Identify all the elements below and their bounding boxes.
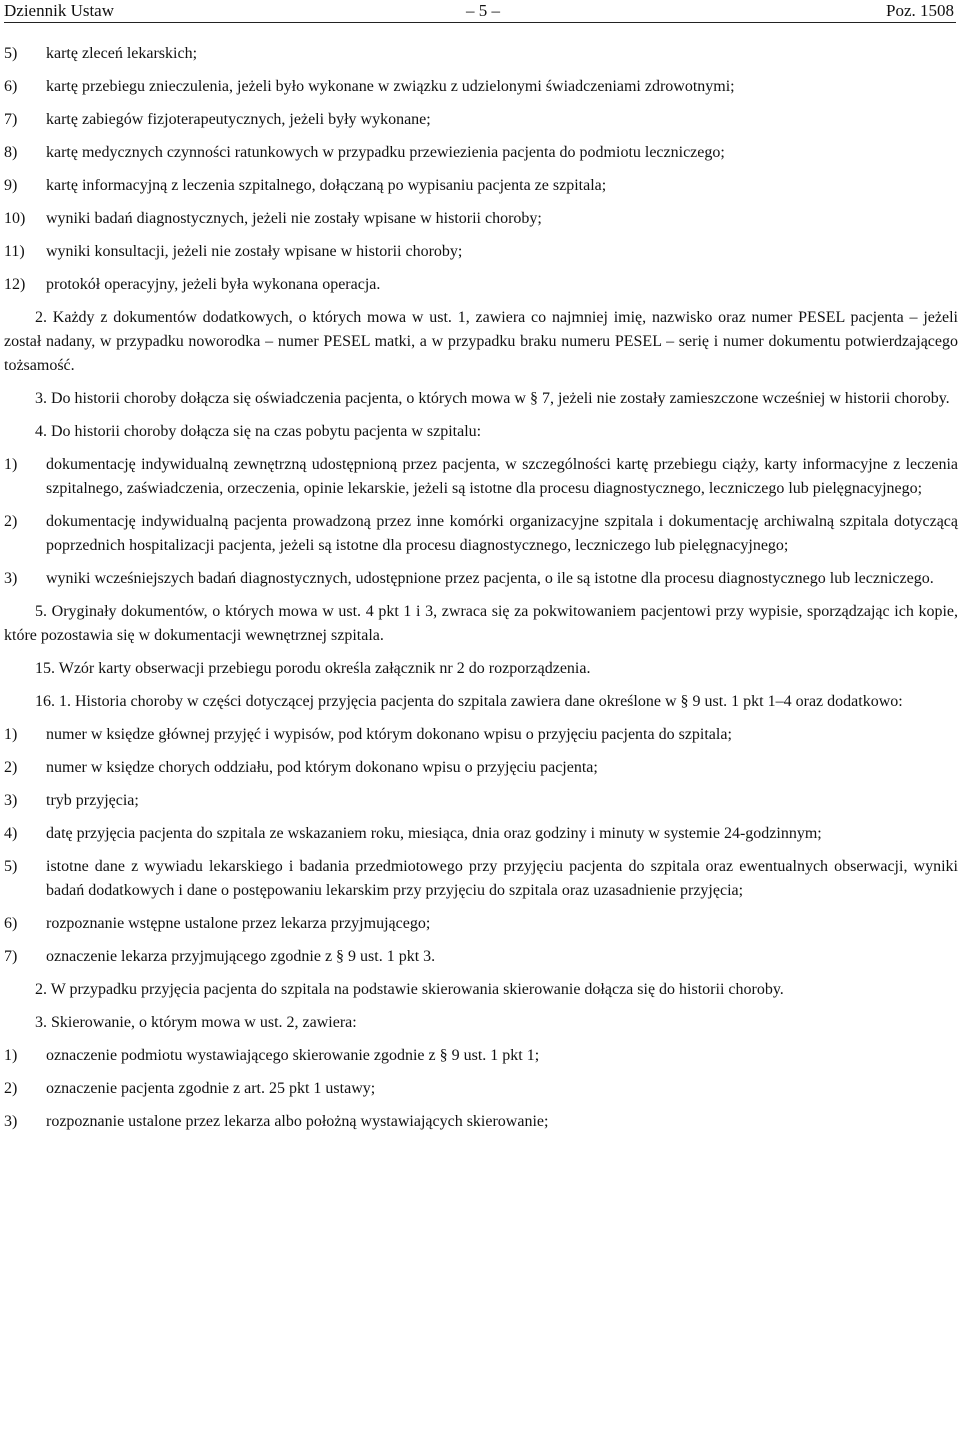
item-number: 2) <box>4 513 18 530</box>
item-text: kartę medycznych czynności ratunkowych w przypadku przewiezienia pacjenta do podmiotu leczniczego; <box>46 144 725 161</box>
item-number: 11) <box>4 243 25 260</box>
item-number: 3) <box>4 792 18 809</box>
paragraph-2: 2. Każdy z dokumentów dodatkowych, o których mowa w ust. 1, zawiera co najmniej imię, nazwisko oraz numer PESEL pacjenta – jeżeli został nadany, w przypadku noworodka – numer PESEL matki, a w przypadku braku numeru PESEL – serię i numer dokumentu potwierdzającego tożsamość. <box>4 309 958 374</box>
item-number: 6) <box>4 915 18 932</box>
item-text: tryb przyjęcia; <box>46 792 139 809</box>
position-number: Poz. 1508 <box>886 1 954 20</box>
list-item <box>4 567 958 591</box>
list-item <box>4 1110 958 1134</box>
list-item <box>4 945 958 969</box>
item-text: rozpoznanie ustalone przez lekarza albo położną wystawiających skierowanie; <box>46 1113 549 1130</box>
list-item <box>4 42 958 66</box>
item-text: kartę informacyjną z leczenia szpitalnego, dołączaną po wypisaniu pacjenta ze szpitala; <box>46 177 607 194</box>
item-number: 4) <box>4 825 18 842</box>
section-16-paragraph-3: 3. Skierowanie, o którym mowa w ust. 2, zawiera: <box>35 1014 357 1031</box>
item-number: 1) <box>4 456 18 473</box>
item-number: 7) <box>4 111 18 128</box>
section-16-paragraph-1: 16. 1. Historia choroby w części dotyczącej przyjęcia pacjenta do szpitala zawiera dane określone w § 9 ust. 1 pkt 1–4 oraz dodatkowo: <box>35 693 903 710</box>
item-text: rozpoznanie wstępne ustalone przez lekarza przyjmującego; <box>46 915 431 932</box>
list-item <box>4 756 958 780</box>
item-text: datę przyjęcia pacjenta do szpitala ze wskazaniem roku, miesiąca, dnia oraz godziny i minuty w systemie 24-godzinnym; <box>46 825 822 842</box>
item-number: 3) <box>4 1113 18 1130</box>
item-number: 7) <box>4 948 18 965</box>
paragraph-3: 3. Do historii choroby dołącza się oświadczenia pacjenta, o których mowa w § 7, jeżeli nie zostały zamieszczone wcześniej w historii choroby. <box>35 390 950 407</box>
list-item <box>4 75 958 99</box>
item-text: numer w księdze chorych oddziału, pod którym dokonano wpisu o przyjęciu pacjenta; <box>46 759 598 776</box>
list-item <box>4 141 958 165</box>
item-text: oznaczenie pacjenta zgodnie z art. 25 pkt 1 ustawy; <box>46 1080 376 1097</box>
list-item <box>4 273 958 297</box>
item-text: wyniki wcześniejszych badań diagnostycznych, udostępnione przez pacjenta, o ile są istotne dla procesu diagnostycznego lub leczniczego. <box>46 570 934 587</box>
paragraph-5: 5. Oryginały dokumentów, o których mowa w ust. 4 pkt 1 i 3, zwraca się za pokwitowaniem pacjentowi przy wypisie, sporządzając ich kopie, które pozostawia się w dokumentacji wewnętrznej szpitala. <box>4 603 958 644</box>
list-item <box>4 1077 958 1101</box>
document-body <box>4 42 958 1143</box>
page-number: – 5 – <box>466 1 500 20</box>
item-number: 5) <box>4 858 18 875</box>
list-item <box>4 723 958 747</box>
item-number: 9) <box>4 177 18 194</box>
list-item <box>4 1044 958 1068</box>
list-item <box>4 453 958 501</box>
item-number: 6) <box>4 78 18 95</box>
journal-title: Dziennik Ustaw <box>4 1 115 20</box>
section-16-paragraph-2: 2. W przypadku przyjęcia pacjenta do szpitala na podstawie skierowania skierowanie dołącza się do historii choroby. <box>35 981 784 998</box>
item-number: 2) <box>4 1080 18 1097</box>
item-number: 1) <box>4 1047 18 1064</box>
list-item <box>4 822 958 846</box>
list-item <box>4 207 958 231</box>
list-admission-data <box>4 723 958 969</box>
item-number: 1) <box>4 726 18 743</box>
paragraph-4: 4. Do historii choroby dołącza się na czas pobytu pacjenta w szpitalu: <box>35 423 482 440</box>
list-item <box>4 789 958 813</box>
item-number: 8) <box>4 144 18 161</box>
item-text: kartę zabiegów fizjoterapeutycznych, jeżeli były wykonane; <box>46 111 431 128</box>
item-text: kartę przebiegu znieczulenia, jeżeli było wykonane w związku z udzielonymi świadczeniami zdrowotnymi; <box>46 78 735 95</box>
item-text: protokół operacyjny, jeżeli była wykonana operacja. <box>46 276 381 293</box>
list-item <box>4 174 958 198</box>
item-text: dokumentację indywidualną zewnętrzną udostępnioną przez pacjenta, w szczególności kartę przebiegu ciąży, karty informacyjne z leczenia szpitalnego, zaświadczenia, orzeczenia, opinie lekarskie, jeżeli są istotne dla procesu diagnostycznego, leczniczego lub pielęgnacyjnego; <box>46 456 958 497</box>
page-header <box>4 0 956 23</box>
item-text: kartę zleceń lekarskich; <box>46 45 198 62</box>
item-number: 5) <box>4 45 18 62</box>
section-15: 15. Wzór karty obserwacji przebiegu porodu określa załącznik nr 2 do rozporządzenia. <box>35 660 591 677</box>
list-documents-continued <box>4 42 958 297</box>
list-attached-documents <box>4 453 958 591</box>
item-number: 10) <box>4 210 26 227</box>
item-number: 12) <box>4 276 26 293</box>
list-item <box>4 108 958 132</box>
list-item <box>4 855 958 903</box>
item-text: wyniki konsultacji, jeżeli nie zostały wpisane w historii choroby; <box>46 243 463 260</box>
list-item <box>4 240 958 264</box>
list-referral-contents <box>4 1044 958 1134</box>
item-text: numer w księdze głównej przyjęć i wypisów, pod którym dokonano wpisu o przyjęciu pacjenta do szpitala; <box>46 726 732 743</box>
item-number: 3) <box>4 570 18 587</box>
list-item <box>4 510 958 558</box>
item-text: istotne dane z wywiadu lekarskiego i badania przedmiotowego przy przyjęciu pacjenta do szpitala oraz ewentualnych obserwacji, wyniki badań dodatkowych i dane o postępowaniu lekarskim przy przyjęciu do szpitala oraz uzasadnienie przyjęcia; <box>46 858 958 899</box>
item-number: 2) <box>4 759 18 776</box>
list-item <box>4 912 958 936</box>
item-text: oznaczenie podmiotu wystawiającego skierowanie zgodnie z § 9 ust. 1 pkt 1; <box>46 1047 540 1064</box>
item-text: wyniki badań diagnostycznych, jeżeli nie zostały wpisane w historii choroby; <box>46 210 542 227</box>
item-text: oznaczenie lekarza przyjmującego zgodnie z § 9 ust. 1 pkt 3. <box>46 948 436 965</box>
item-text: dokumentację indywidualną pacjenta prowadzoną przez inne komórki organizacyjne szpitala i dokumentację archiwalną szpitala dotyczącą poprzednich hospitalizacji pacjenta, jeżeli są istotne dla procesu diagnostycznego, leczniczego lub pielęgnacyjnego; <box>46 513 958 554</box>
